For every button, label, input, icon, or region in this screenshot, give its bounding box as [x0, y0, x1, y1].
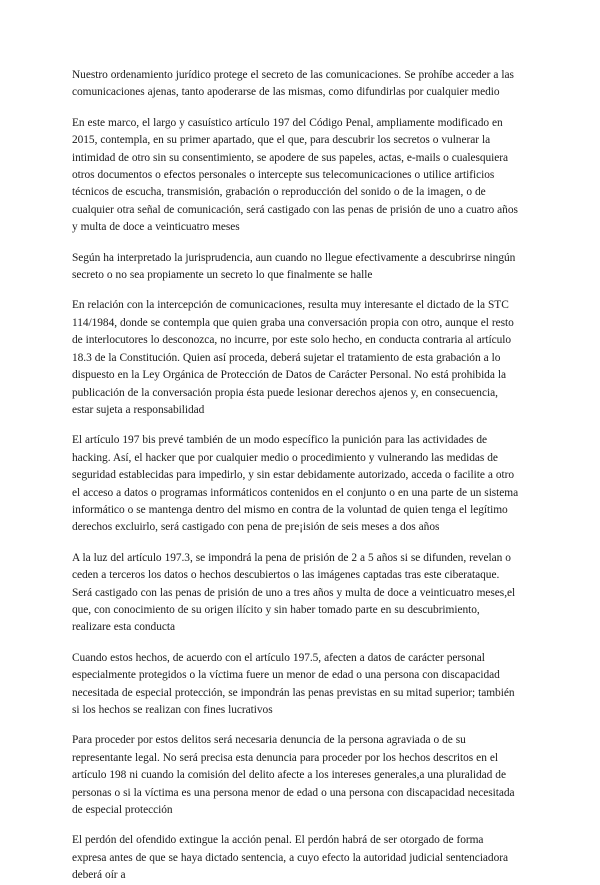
paragraph-article-197-5: Cuando estos hechos, de acuerdo con el artículo 197.5, afecten a datos de carácter personal especialmente protegidos o la víctima fuere un menor de edad o una persona con discapacidad necesitada de especial protección, se impondrán las penas previstas en su mitad superior; también si los hechos se realizan con fines lucrativos	[72, 651, 515, 716]
paragraph-jurisprudence: Según ha interpretado la jurisprudencia, aun cuando no llegue efectivamente a descubrirse ningún secreto o no sea propiamente un secreto lo que finalmente se halle	[72, 251, 516, 282]
paragraph-article-197-3: A la luz del artículo 197.3, se impondrá la pena de prisión de 2 a 5 años si se difunden, revelan o ceden a terceros los datos o hechos descubiertos o las imágenes captadas tras este ciberataque. Será castigado con las penas de prisión de uno a tres años y multa de doce a veinticuatro meses,el que, con conocimiento de su origen ilícito y sin haber tomado parte en su descubrimiento, realizare esta conducta	[72, 551, 516, 634]
paragraph-denuncia: Para proceder por estos delitos será necesaria denuncia de la persona agraviada o de su representante legal. No será precisa esta denuncia para proceder por los hechos descritos en el artículo 198 ni cuando la comisión del delito afecte a los intereses generales,a una pluralidad de personas o si la víctima es una persona menor de edad o una persona con discapacidad necesitada de especial protección	[72, 734, 515, 817]
paragraph-stc-114-1984: En relación con la intercepción de comunicaciones, resulta muy interesante el dictado de la STC 114/1984, donde se contempla que quien graba una conversación propia con otro, aunque el resto de interlocutores lo desconozca, no incurre, por este solo hecho, en conducta contraria al artículo 18.3 de la Constitución. Quien así proceda, deberá sujetar el tratamiento de esta grabación a lo dispuesto en la Ley Orgánica de Protección de Datos de Carácter Personal. No está prohibida la publicación de la conversación propia ésta puede lesionar derechos ajenos y, en consecuencia, estar sujeta a responsabilidad	[72, 299, 514, 416]
paragraph-article-197: En este marco, el largo y casuístico artículo 197 del Código Penal, ampliamente modificado en 2015, contempla, en su primer apartado, que el que, para descubrir los secretos o vulnerar la intimidad de otro sin su consentimiento, se apodere de sus papeles, actas, e-mails o cualesquiera otros documentos o efectos personales o intercepte sus telecomunicaciones o utilice artificios técnicos de escucha, transmisión, grabación o reproducción del sonido o de la imagen, o de cualquier otra señal de comunicación, será castigado con las penas de prisión de uno a cuatro años y multa de doce a veinticuatro meses	[72, 116, 518, 234]
paragraph-article-197-bis: El artículo 197 bis prevé también de un modo específico la punición para las actividades de hacking. Así, el hacker que por cualquier medio o procedimiento y vulnerando las medidas de seguridad establecidas para impedirlo, y sin estar debidamente autorizado, acceda o facilite a otro el acceso a datos o programas informáticos contenidos en el conjunto o en una parte de un sistema informático o se mantenga dentro del mismo en contra de la voluntad de quien tenga el legítimo derechos excluirlo, será castigado con pena de pre¡isión de seis meses a dos años	[72, 434, 519, 534]
paragraph-intro: Nuestro ordenamiento jurídico protege el secreto de las comunicaciones. Se prohíbe acceder a las comunicaciones ajenas, tanto apoderarse de las mismas, como difundirlas por cualquier medio	[72, 69, 514, 99]
paragraph-perdon: El perdón del ofendido extingue la acción penal. El perdón habrá de ser otorgado de forma expresa antes de que se haya dictado sentencia, a cuyo efecto la autoridad judicial sentenciadora deberá oír a	[72, 834, 508, 882]
